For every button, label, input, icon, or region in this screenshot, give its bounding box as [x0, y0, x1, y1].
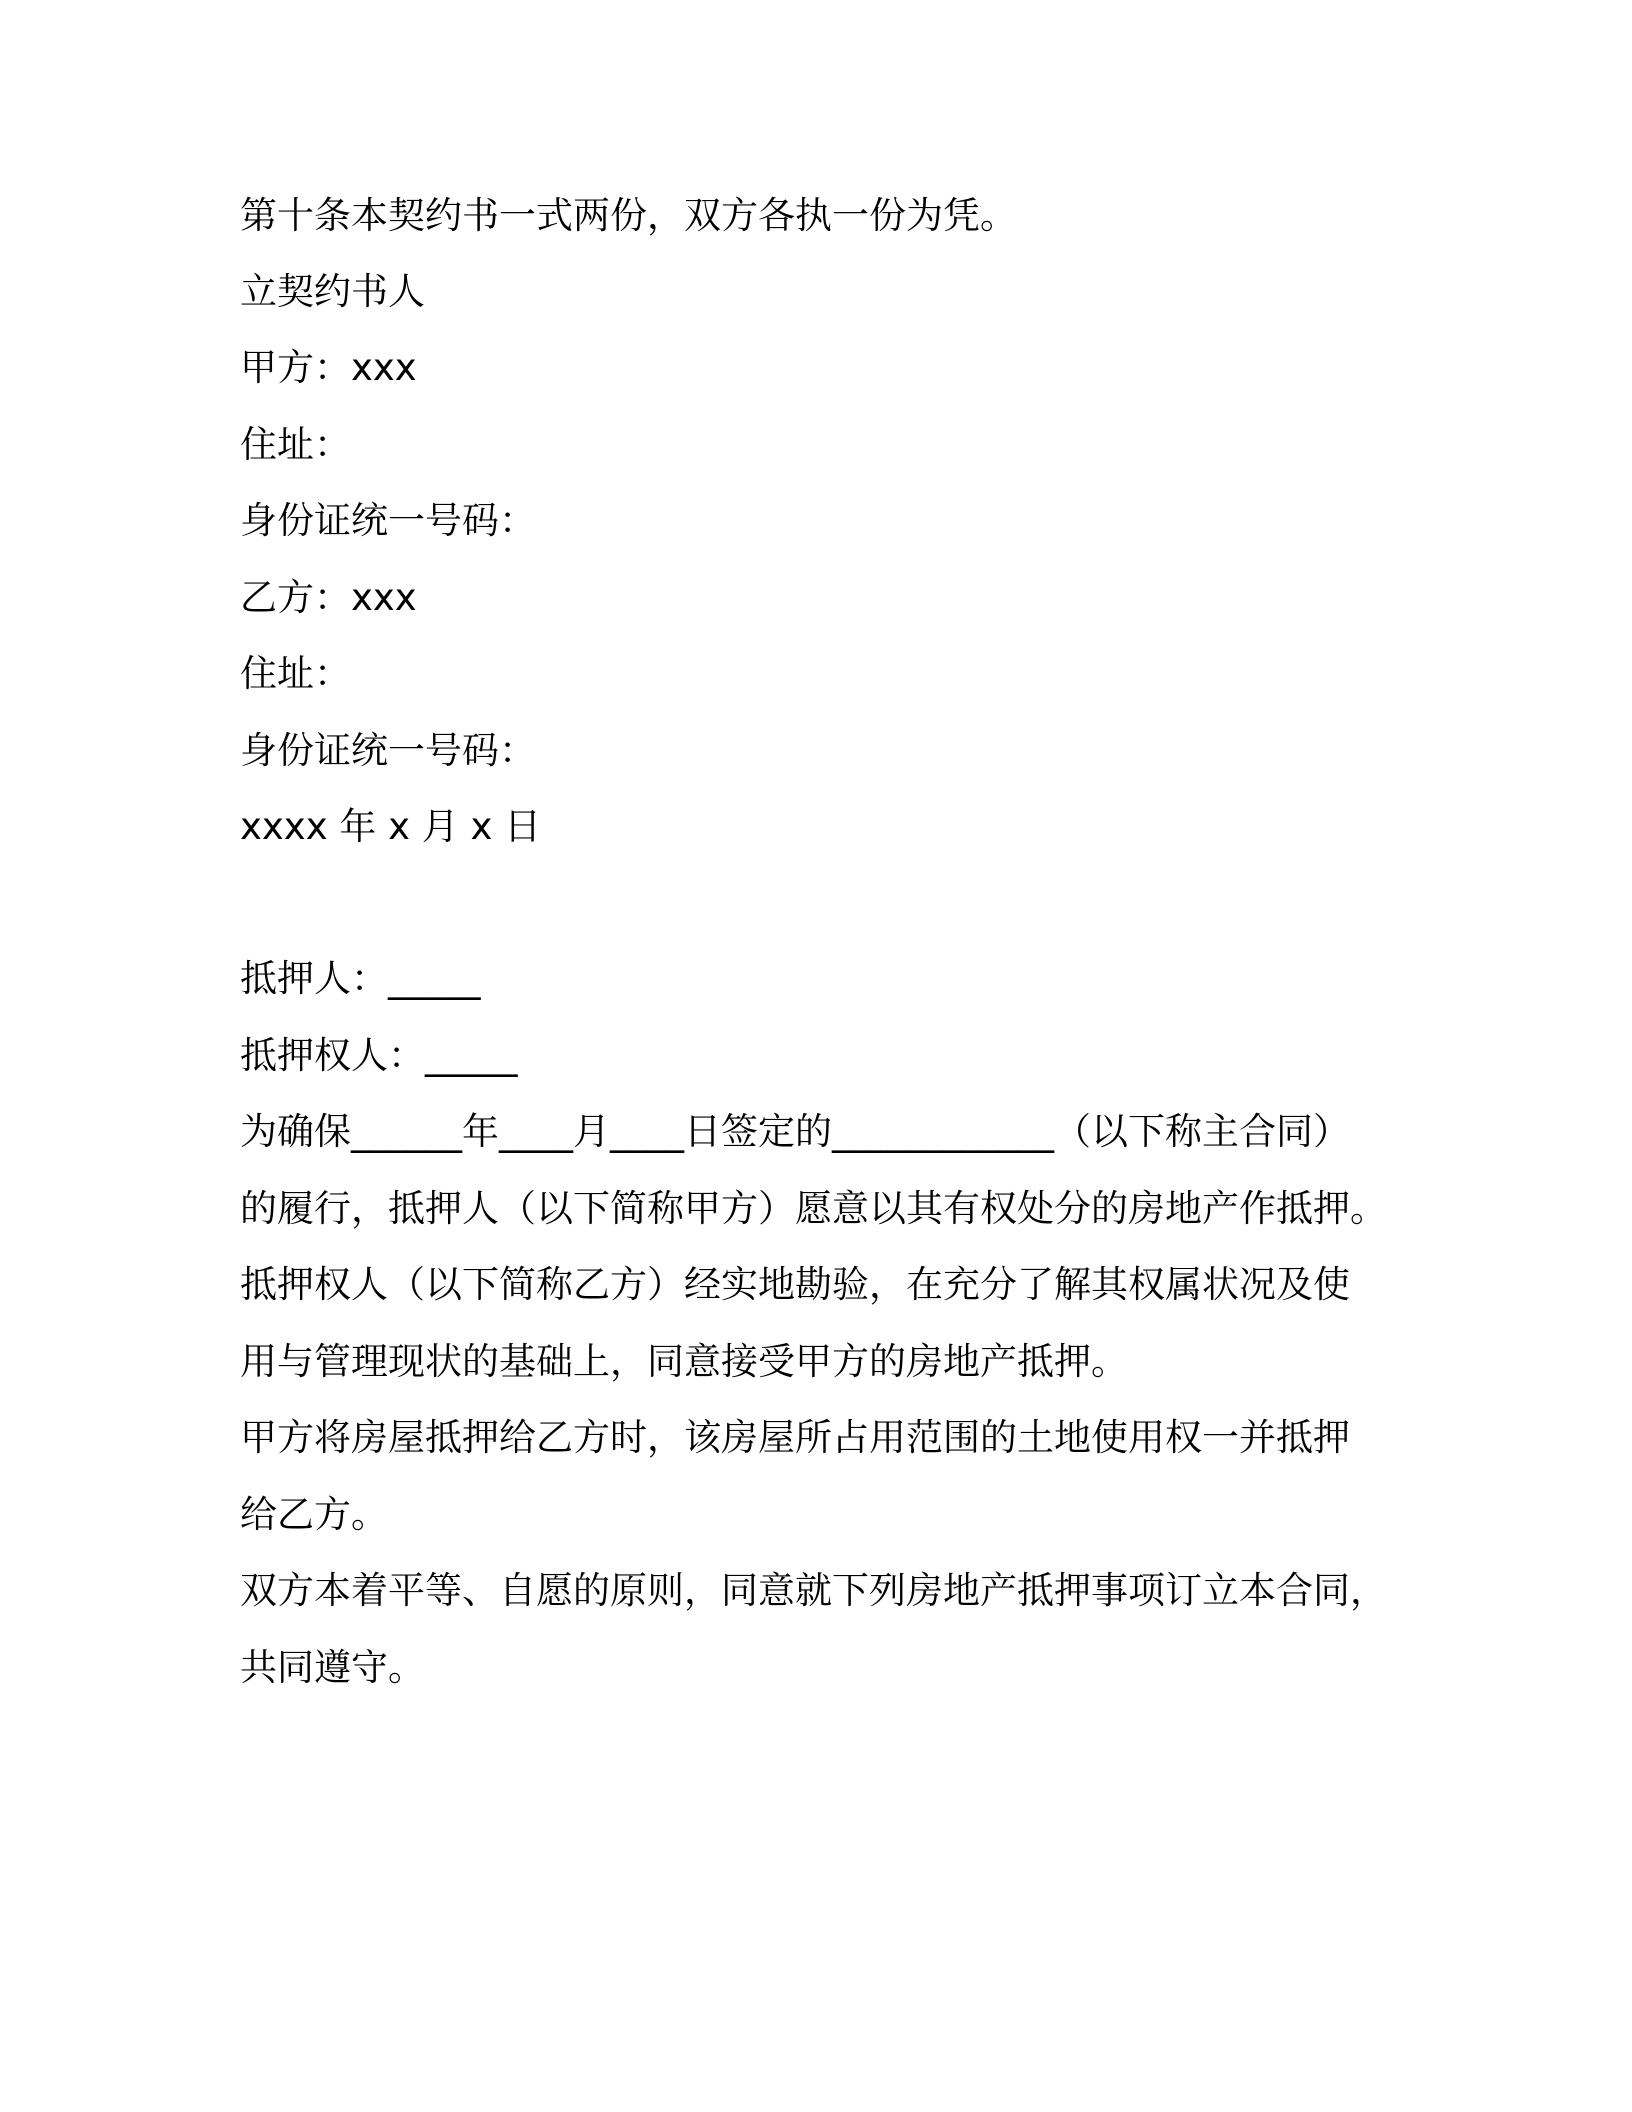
party-a-line: 甲方：xxx — [240, 346, 417, 389]
paragraph-3-line-1: 甲方将房屋抵押给乙方时，该房屋所占用范围的土地使用权一并抵押 — [240, 1416, 1350, 1459]
signatories-heading: 立契约书人 — [240, 270, 425, 313]
paragraph-4-line-2: 共同遵守。 — [240, 1646, 425, 1689]
paragraph-1-line-2: 的履行，抵押人（以下简称甲方）愿意以其有权处分的房地产作抵押。 — [240, 1187, 1387, 1230]
party-a-id-line: 身份证统一号码： — [240, 499, 536, 542]
paragraph-2-line-1: 抵押权人（以下简称乙方）经实地勘验，在充分了解其权属状况及使 — [240, 1263, 1350, 1306]
mortgagor-line: 抵押人：_____ — [240, 957, 481, 1000]
paragraph-2-line-2: 用与管理现状的基础上，同意接受甲方的房地产抵押。 — [240, 1340, 1128, 1383]
paragraph-1-line-1: 为确保______年____月____日签定的____________（以下称主合同） — [240, 1110, 1350, 1153]
party-b-address-line: 住址： — [240, 652, 351, 695]
paragraph-4-line-1: 双方本着平等、自愿的原则，同意就下列房地产抵押事项订立本合同， — [240, 1569, 1387, 1612]
party-b-id-line: 身份证统一号码： — [240, 729, 536, 772]
signing-date-line: xxxx 年 x 月 x 日 — [240, 805, 542, 848]
party-a-address-line: 住址： — [240, 423, 351, 466]
party-b-line: 乙方：xxx — [240, 576, 417, 619]
mortgagee-line: 抵押权人：_____ — [240, 1034, 518, 1077]
paragraph-3-line-2: 给乙方。 — [240, 1493, 388, 1536]
article-10-text: 第十条本契约书一式两份，双方各执一份为凭。 — [240, 194, 1017, 237]
